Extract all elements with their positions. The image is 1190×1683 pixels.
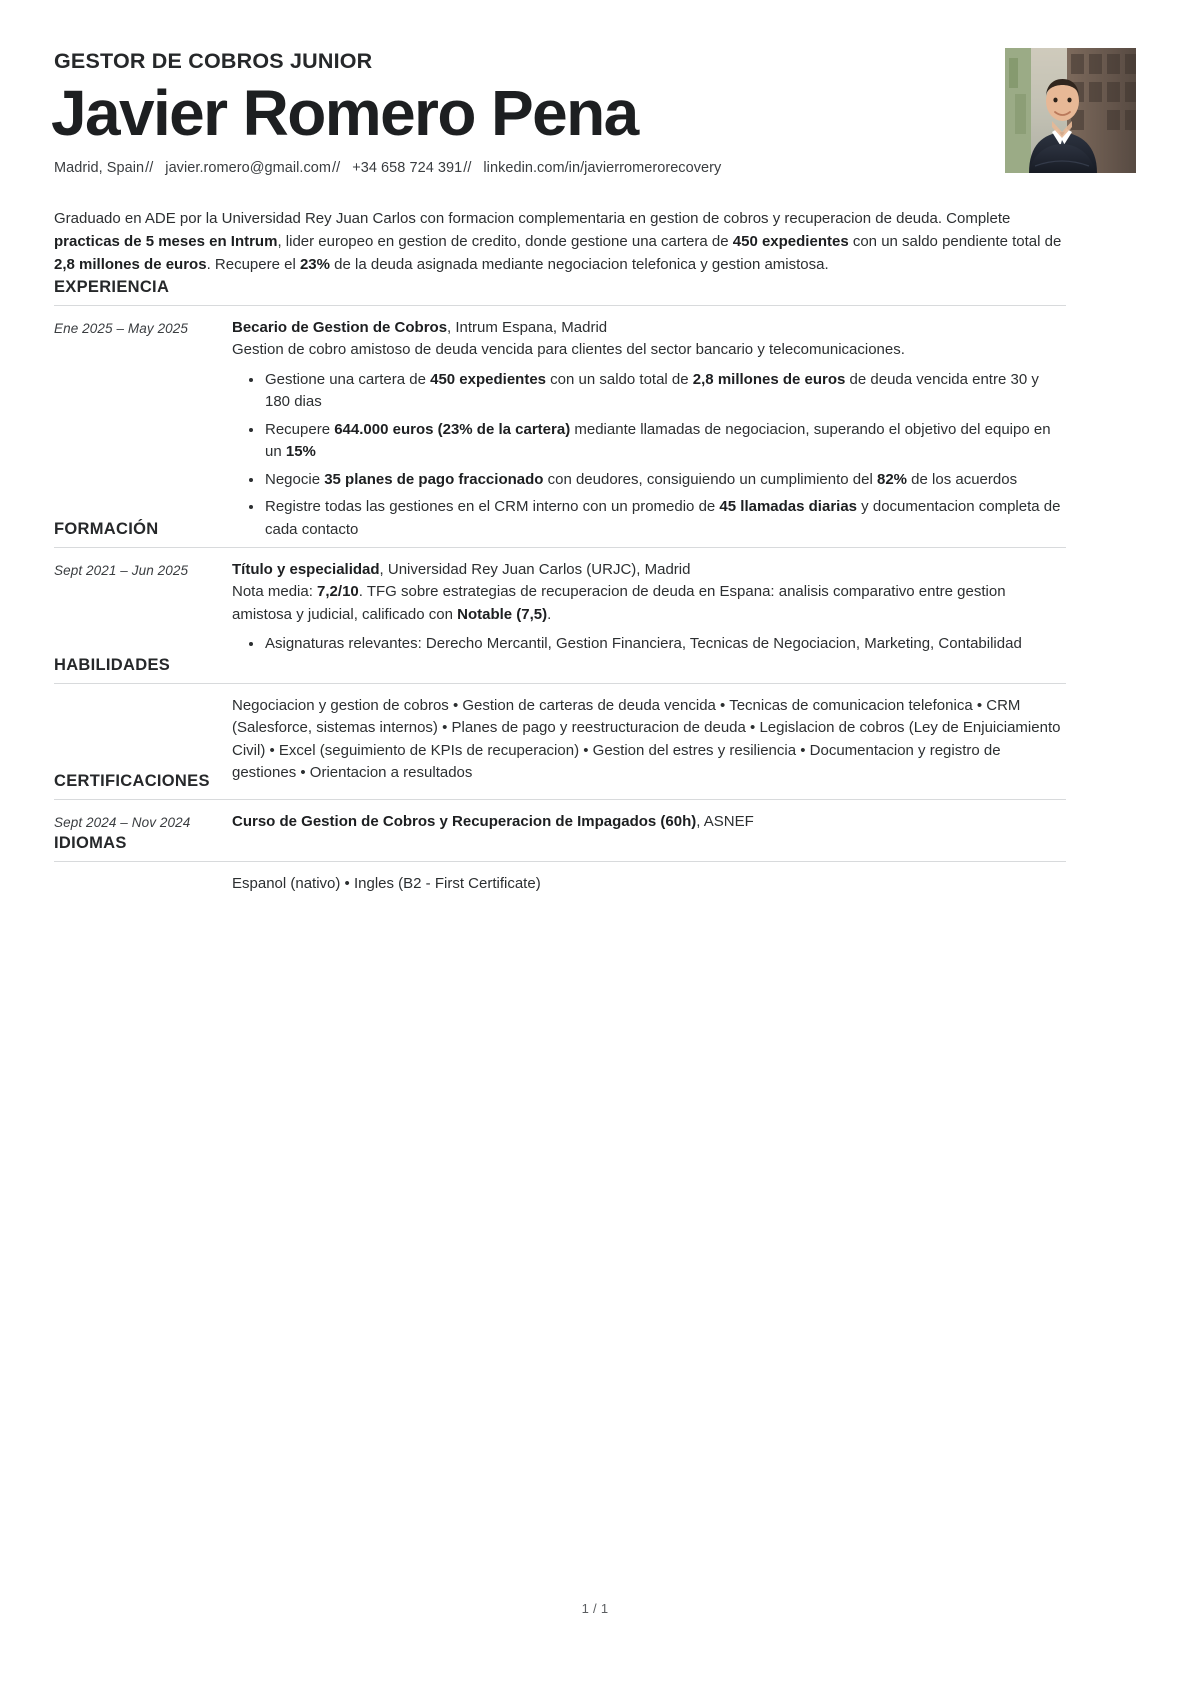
bullet-text: mediante llamadas de negociacion, superando el objetivo del equipo en un	[265, 420, 1051, 461]
section-title-languages: IDIOMAS	[54, 834, 127, 852]
candidate-name: Javier Romero Pena	[51, 76, 638, 149]
summary-text-4: . Recupere el	[206, 255, 300, 273]
profile-photo	[1005, 48, 1136, 173]
education-heading	[232, 559, 1066, 582]
contact-phone[interactable]: +34 658 724 391	[352, 159, 463, 176]
languages-list: Espanol (nativo) • Ingles (B2 - First Certificate)	[232, 874, 541, 892]
list-item: Asignaturas relevantes: Derecho Mercantil, Gestion Financiera, Tecnicas de Negociacion, Marketing, Contabilidad	[263, 633, 1066, 656]
experience-bullets	[232, 369, 1066, 542]
bullet-text: Negocie	[265, 470, 325, 488]
languages-entry	[54, 862, 1066, 896]
bullet-text: de deuda vencida entre 30 y 180 dias	[265, 370, 1039, 411]
education-degree: Título y especialidad	[232, 560, 380, 578]
bullet-text: Recupere	[265, 420, 335, 438]
education-bullets	[232, 633, 1066, 656]
education-detail	[232, 581, 1066, 626]
contact-separator-2: //	[332, 159, 341, 176]
bullet-bold: 35 planes de pago fraccionado	[324, 470, 544, 488]
bullet-bold: 2,8 millones de euros	[692, 370, 846, 388]
certification-course: Curso de Gestion de Cobros y Recuperacion de Impagados (60h)	[232, 812, 697, 830]
bullet-text: de los acuerdos	[907, 470, 1018, 488]
experience-heading	[232, 317, 1066, 340]
section-title-skills: HABILIDADES	[54, 656, 171, 674]
contact-linkedin[interactable]: linkedin.com/in/javierromerorecovery	[483, 159, 722, 176]
contact-separator-1: //	[145, 159, 154, 176]
experience-company: , Intrum Espana, Madrid	[447, 318, 608, 336]
profile-photo-image	[1005, 48, 1136, 173]
experience-dates: Ene 2025 – May 2025	[54, 320, 188, 336]
bullet-bold: 644.000 euros (23% de la cartera)	[334, 420, 571, 438]
contact-location: Madrid, Spain	[54, 159, 145, 176]
skills-dates-spacer	[54, 695, 232, 697]
experience-role: Becario de Gestion de Cobros	[232, 318, 448, 336]
languages-dates-spacer	[54, 873, 232, 875]
section-title-education: FORMACIÓN	[54, 520, 159, 538]
bullet-bold: 45 llamadas diarias	[719, 498, 858, 516]
page-indicator: 1 / 1	[581, 1601, 609, 1616]
summary-text-2: , lider europeo en gestion de credito, donde gestione una cartera de	[277, 232, 733, 250]
experience-entry	[54, 306, 1066, 542]
contact-email[interactable]: javier.romero@gmail.com	[165, 159, 332, 176]
education-detail-text: Nota media:	[232, 583, 318, 601]
bullet-bold: 82%	[876, 470, 908, 488]
education-entry	[54, 548, 1066, 656]
skills-entry	[54, 684, 1066, 785]
section-languages	[54, 834, 1066, 895]
job-title: GESTOR DE COBROS JUNIOR	[54, 49, 373, 73]
education-detail-text: . TFG sobre estrategias de recuperacion de deuda en Espana: analisis comparativo entre gestion amistosa y judicial, calificado con	[232, 583, 1006, 623]
professional-summary	[54, 208, 1066, 276]
summary-bold-3: 2,8 millones de euros	[54, 255, 207, 273]
education-details	[232, 559, 1066, 656]
bullet-text: con un saldo total de	[546, 370, 693, 388]
contact-line	[54, 158, 934, 180]
bullet-text: Gestione una cartera de	[265, 370, 431, 388]
certification-entry	[54, 800, 1066, 834]
summary-text-5: de la deuda asignada mediante negociacion telefonica y gestion amistosa.	[329, 255, 829, 273]
section-skills	[54, 656, 1066, 785]
education-grade: 7,2/10	[317, 583, 359, 601]
summary-text-1: Graduado en ADE por la Universidad Rey Juan Carlos con formacion complementaria en gestion de cobros y recuperacion de deuda. Complete	[54, 210, 1011, 227]
bullet-text: Registre todas las gestiones en el CRM interno con un promedio de	[265, 498, 720, 516]
certification-details	[232, 811, 1066, 834]
list-item	[263, 419, 1066, 464]
education-dates: Sept 2021 – Jun 2025	[54, 562, 189, 578]
bullet-text: y documentacion completa de cada contacto	[265, 498, 1061, 538]
education-institution: , Universidad Rey Juan Carlos (URJC), Madrid	[379, 560, 691, 578]
summary-bold-1: practicas de 5 meses en Intrum	[54, 232, 278, 250]
education-detail-text: .	[547, 605, 552, 623]
certification-issuer: , ASNEF	[696, 812, 754, 830]
section-title-experience: EXPERIENCIA	[54, 278, 170, 296]
skills-list: Negociacion y gestion de cobros • Gestion de carteras de deuda vencida • Tecnicas de comunicacion telefonica • CRM (Salesforce, sistemas internos) • Planes de pago y reestructuracion de deuda • Legislacion de cobros (Ley de Enjuiciamiento Civil) • Excel (seguimiento de KPIs de recuperacion) • Gestion del estres y resiliencia • Documentacion y registro de gestiones • Orientacion a resultados	[232, 696, 1061, 782]
experience-details	[232, 317, 1066, 542]
certification-dates: Sept 2024 – Nov 2024	[54, 814, 191, 830]
summary-bold-2: 450 expedientes	[732, 232, 849, 250]
contact-separator-3: //	[463, 159, 472, 176]
experience-description: Gestion de cobro amistoso de deuda vencida para clientes del sector bancario y telecomunicaciones.	[232, 341, 905, 359]
bullet-bold: 450 expedientes	[430, 370, 547, 388]
summary-bold-4: 23%	[299, 255, 330, 273]
section-experience	[54, 278, 1066, 541]
bullet-text: con deudores, consiguiendo un cumplimiento del	[543, 470, 877, 488]
section-education	[54, 520, 1066, 656]
education-thesis-grade: Notable (7,5)	[457, 605, 548, 623]
section-certifications	[54, 772, 1066, 833]
certification-heading	[232, 811, 1066, 834]
section-title-certifications: CERTIFICACIONES	[54, 772, 210, 790]
list-item	[263, 369, 1066, 414]
bullet-bold: 15%	[285, 443, 316, 461]
summary-text-3: con un saldo pendiente total de	[848, 232, 1062, 250]
resume-header	[51, 48, 934, 180]
list-item	[263, 469, 1066, 492]
